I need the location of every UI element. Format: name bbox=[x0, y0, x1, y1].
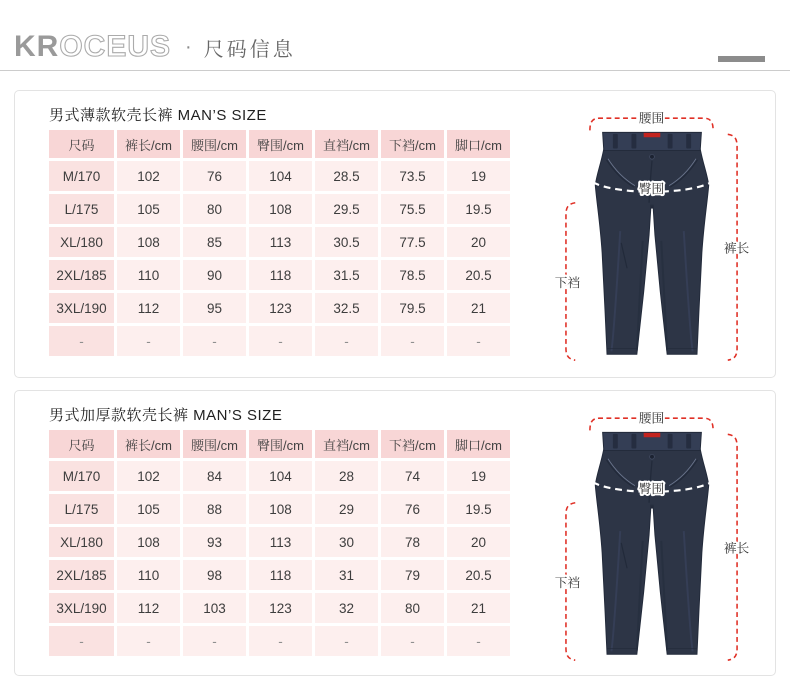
size-value-cell: 112 bbox=[117, 593, 180, 623]
size-value-cell: 20 bbox=[447, 227, 510, 257]
size-value-cell: 75.5 bbox=[381, 194, 444, 224]
table-row bbox=[49, 293, 510, 323]
size-label-cell: 2XL/185 bbox=[49, 260, 114, 290]
hip-label: 臀围 bbox=[638, 480, 665, 496]
size-value-cell: 98 bbox=[183, 560, 246, 590]
table-header-row bbox=[49, 130, 510, 158]
size-value-cell: 19 bbox=[447, 461, 510, 491]
size-value-cell: 19 bbox=[447, 161, 510, 191]
size-value-cell: 108 bbox=[117, 227, 180, 257]
size-value-cell: 113 bbox=[249, 227, 312, 257]
size-label-cell: XL/180 bbox=[49, 227, 114, 257]
pants-measurement-diagram bbox=[541, 104, 763, 368]
size-value-cell: 80 bbox=[381, 593, 444, 623]
column-header: 下裆/cm bbox=[381, 430, 444, 458]
column-header: 臀围/cm bbox=[249, 430, 312, 458]
size-value-cell: 20 bbox=[447, 527, 510, 557]
size-value-cell: - bbox=[117, 326, 180, 356]
table-row bbox=[49, 326, 510, 356]
size-value-cell: 104 bbox=[249, 461, 312, 491]
length-label: 裤长 bbox=[723, 540, 750, 556]
header-divider bbox=[0, 70, 790, 71]
size-value-cell: 21 bbox=[447, 293, 510, 323]
size-value-cell: 110 bbox=[117, 560, 180, 590]
length-label: 裤长 bbox=[723, 240, 750, 256]
column-header: 脚口/cm bbox=[447, 430, 510, 458]
size-value-cell: 105 bbox=[117, 494, 180, 524]
size-value-cell: 19.5 bbox=[447, 494, 510, 524]
size-value-cell: 29 bbox=[315, 494, 378, 524]
size-label-cell: M/170 bbox=[49, 161, 114, 191]
brand-logo bbox=[14, 32, 171, 62]
size-value-cell: 85 bbox=[183, 227, 246, 257]
table-row bbox=[49, 626, 510, 656]
size-value-cell: 31 bbox=[315, 560, 378, 590]
header-accent-bar bbox=[718, 56, 765, 62]
size-value-cell: 74 bbox=[381, 461, 444, 491]
size-table bbox=[46, 127, 513, 359]
size-value-cell: 104 bbox=[249, 161, 312, 191]
size-value-cell: 31.5 bbox=[315, 260, 378, 290]
size-table bbox=[46, 427, 513, 659]
pants-illustration bbox=[595, 432, 708, 654]
size-label-cell: 3XL/190 bbox=[49, 593, 114, 623]
size-value-cell: 32.5 bbox=[315, 293, 378, 323]
size-value-cell: 19.5 bbox=[447, 194, 510, 224]
size-value-cell: 105 bbox=[117, 194, 180, 224]
size-value-cell: - bbox=[117, 626, 180, 656]
size-value-cell: 123 bbox=[249, 593, 312, 623]
size-value-cell: 76 bbox=[183, 161, 246, 191]
waistband-red-tab bbox=[644, 133, 661, 137]
column-header: 裤长/cm bbox=[117, 130, 180, 158]
size-value-cell: 108 bbox=[249, 194, 312, 224]
section-title: 尺码信息 bbox=[203, 38, 296, 61]
size-panel-thin bbox=[14, 90, 776, 378]
waist-label: 腰围 bbox=[638, 110, 665, 126]
size-value-cell: 123 bbox=[249, 293, 312, 323]
size-value-cell: - bbox=[447, 626, 510, 656]
hip-label: 臀围 bbox=[638, 180, 665, 196]
size-value-cell: 78 bbox=[381, 527, 444, 557]
size-value-cell: - bbox=[447, 326, 510, 356]
size-value-cell: 30.5 bbox=[315, 227, 378, 257]
size-value-cell: 20.5 bbox=[447, 260, 510, 290]
page-header bbox=[14, 32, 296, 62]
size-value-cell: 110 bbox=[117, 260, 180, 290]
size-value-cell: 102 bbox=[117, 461, 180, 491]
column-header: 下裆/cm bbox=[381, 130, 444, 158]
header-separator-dot: · bbox=[185, 35, 192, 58]
column-header: 尺码 bbox=[49, 430, 114, 458]
size-value-cell: 28 bbox=[315, 461, 378, 491]
size-label-cell: XL/180 bbox=[49, 527, 114, 557]
size-value-cell: 118 bbox=[249, 260, 312, 290]
panel-title: 男式加厚款软壳长裤 MAN’S SIZE bbox=[49, 407, 283, 424]
brand-logo-outline: OCEUS bbox=[59, 30, 172, 63]
table-row bbox=[49, 461, 510, 491]
size-value-cell: 29.5 bbox=[315, 194, 378, 224]
size-value-cell: 88 bbox=[183, 494, 246, 524]
pants-measurement-diagram bbox=[541, 404, 763, 668]
size-value-cell: 32 bbox=[315, 593, 378, 623]
column-header: 裤长/cm bbox=[117, 430, 180, 458]
inseam-label: 下裆 bbox=[554, 274, 581, 290]
column-header: 臀围/cm bbox=[249, 130, 312, 158]
size-value-cell: 28.5 bbox=[315, 161, 378, 191]
size-value-cell: 76 bbox=[381, 494, 444, 524]
size-value-cell: 103 bbox=[183, 593, 246, 623]
size-label-cell: M/170 bbox=[49, 461, 114, 491]
size-value-cell: - bbox=[315, 626, 378, 656]
size-value-cell: 113 bbox=[249, 527, 312, 557]
column-header: 腰围/cm bbox=[183, 130, 246, 158]
size-label-cell: L/175 bbox=[49, 494, 114, 524]
column-header: 腰围/cm bbox=[183, 430, 246, 458]
column-header: 脚口/cm bbox=[447, 130, 510, 158]
size-value-cell: 30 bbox=[315, 527, 378, 557]
size-value-cell: 118 bbox=[249, 560, 312, 590]
size-value-cell: 112 bbox=[117, 293, 180, 323]
size-value-cell: 90 bbox=[183, 260, 246, 290]
size-value-cell: - bbox=[315, 326, 378, 356]
size-value-cell: 79 bbox=[381, 560, 444, 590]
size-value-cell: 77.5 bbox=[381, 227, 444, 257]
table-row bbox=[49, 527, 510, 557]
inseam-label: 下裆 bbox=[554, 574, 581, 590]
panel-title: 男式薄款软壳长裤 MAN’S SIZE bbox=[49, 107, 267, 124]
size-value-cell: - bbox=[381, 326, 444, 356]
size-value-cell: - bbox=[183, 326, 246, 356]
brand-logo-solid: KR bbox=[14, 30, 60, 63]
size-value-cell: 108 bbox=[249, 494, 312, 524]
size-value-cell: 84 bbox=[183, 461, 246, 491]
pants-illustration bbox=[595, 132, 708, 354]
size-value-cell: - bbox=[381, 626, 444, 656]
column-header: 尺码 bbox=[49, 130, 114, 158]
size-value-cell: 102 bbox=[117, 161, 180, 191]
size-panel-thick bbox=[14, 390, 776, 676]
table-row bbox=[49, 560, 510, 590]
size-value-cell: 79.5 bbox=[381, 293, 444, 323]
waistband-red-tab bbox=[644, 433, 661, 437]
size-value-cell: 95 bbox=[183, 293, 246, 323]
table-row bbox=[49, 161, 510, 191]
size-value-cell: 20.5 bbox=[447, 560, 510, 590]
size-label-cell: L/175 bbox=[49, 194, 114, 224]
table-header-row bbox=[49, 430, 510, 458]
size-label-cell: 2XL/185 bbox=[49, 560, 114, 590]
table-row bbox=[49, 194, 510, 224]
table-row bbox=[49, 494, 510, 524]
size-label-cell: - bbox=[49, 326, 114, 356]
waist-label: 腰围 bbox=[638, 410, 665, 426]
size-value-cell: - bbox=[183, 626, 246, 656]
table-row bbox=[49, 593, 510, 623]
size-value-cell: 73.5 bbox=[381, 161, 444, 191]
column-header: 直裆/cm bbox=[315, 430, 378, 458]
size-value-cell: - bbox=[249, 626, 312, 656]
size-label-cell: 3XL/190 bbox=[49, 293, 114, 323]
size-value-cell: 78.5 bbox=[381, 260, 444, 290]
column-header: 直裆/cm bbox=[315, 130, 378, 158]
table-row bbox=[49, 227, 510, 257]
size-value-cell: - bbox=[249, 326, 312, 356]
size-value-cell: 80 bbox=[183, 194, 246, 224]
size-value-cell: 21 bbox=[447, 593, 510, 623]
size-label-cell: - bbox=[49, 626, 114, 656]
size-value-cell: 93 bbox=[183, 527, 246, 557]
size-value-cell: 108 bbox=[117, 527, 180, 557]
table-row bbox=[49, 260, 510, 290]
